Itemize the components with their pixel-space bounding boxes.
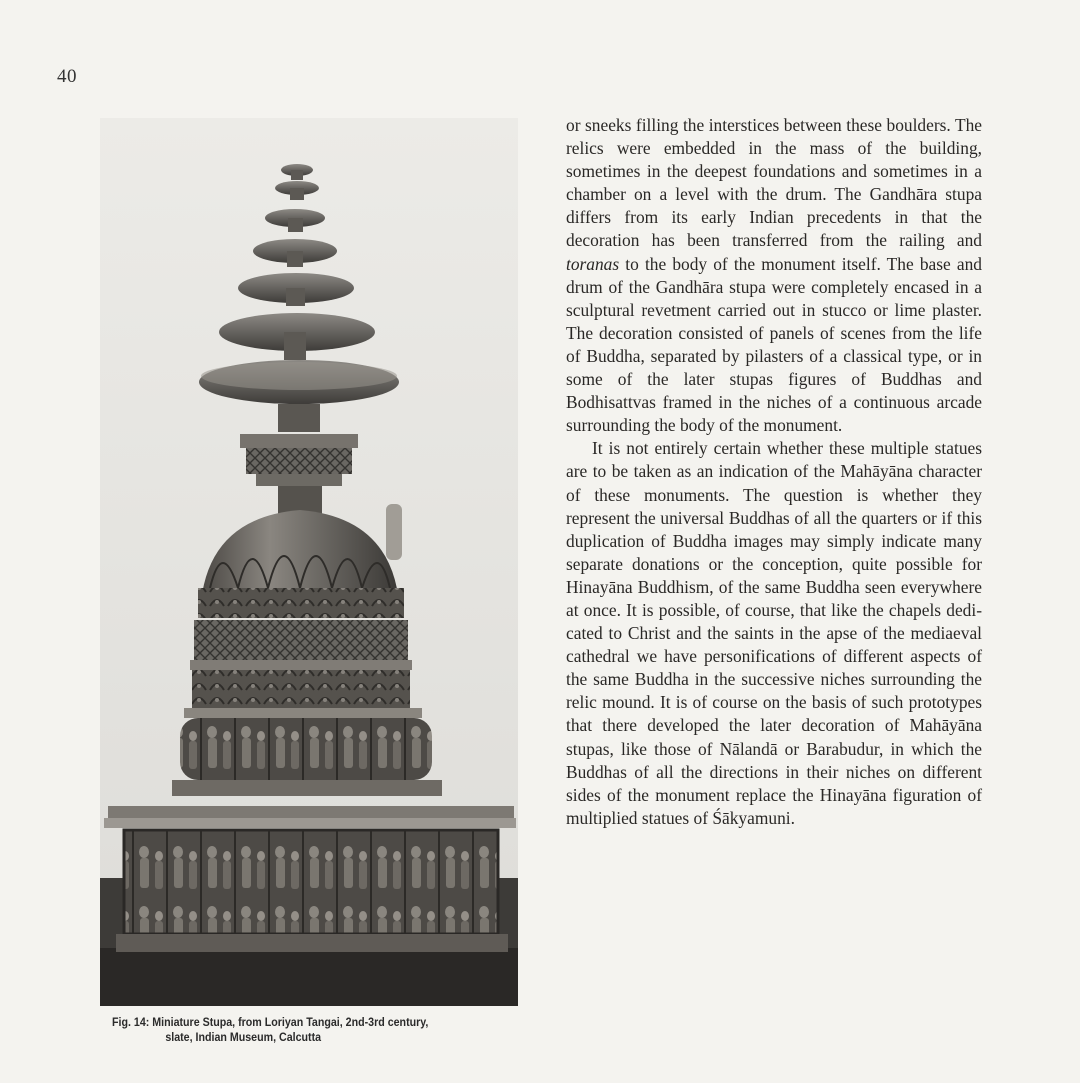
- figure-caption: [112, 1015, 473, 1045]
- stupa-illustration: [100, 118, 518, 1006]
- paragraph-1-emphasis: toranas: [566, 253, 620, 274]
- paragraph-1-part-a: or sneeks filling the interstices between these boulders. The relics were embedded in the mass of the building, sometimes in the deepest foundations and sometimes in a chamber on a level with the drum. The Gandhāra stupa differs from its early Indian precedents in that the decoration has been transferred from the railing and: [566, 115, 982, 251]
- caption-line-1: Fig. 14: Miniature Stupa, from Loriyan Tangai, 2nd-3rd century,: [112, 1015, 429, 1029]
- paragraph-2: It is not entirely certain whether these multiple statues are to be taken as an indication of the Mahāyāna character of these monuments. The question is whether they represent the universal Buddhas of all the quarters or if this duplication of Buddha images may simply indicate many separate donations or the conception, quite possible for Hinayāna Buddhism, of the same Buddha seen everywhere at once. It is possible, of course, that like the chapels dedicated to Christ and the saints in the apse of the mediaeval cathedral we have personifications of different aspects of the same Buddha in the successive niches surrounding the relic mound. It is of course on the basis of such prototypes that there developed the later decoration of Mahāyāna stupas, like those of Nālandā or Barabudur, in which the Buddhas of all the directions in their niches on different sides of the monument replace the Hinayāna figuration of multiplied statues of Śākyamuni.: [566, 438, 982, 828]
- caption-line-2: slate, Indian Museum, Calcutta: [165, 1030, 322, 1044]
- page-number: 40: [57, 66, 77, 87]
- paragraph-1: [566, 114, 982, 437]
- body-text: [566, 114, 982, 830]
- figure-photo: [100, 118, 518, 1006]
- paragraph-1-part-b: to the body of the monument itself. The base and drum of the Gandhāra stupa were completely encased in a sculptural revetment carried out in stucco or lime plaster. The decoration consisted of panels of scenes from the life of Buddha, separated by pilasters of a classical type, or in some of the later stupas figures of Buddhas and Bodhisattvas framed in the niches of a continuous arcade surrounding the body of the monument.: [566, 253, 982, 436]
